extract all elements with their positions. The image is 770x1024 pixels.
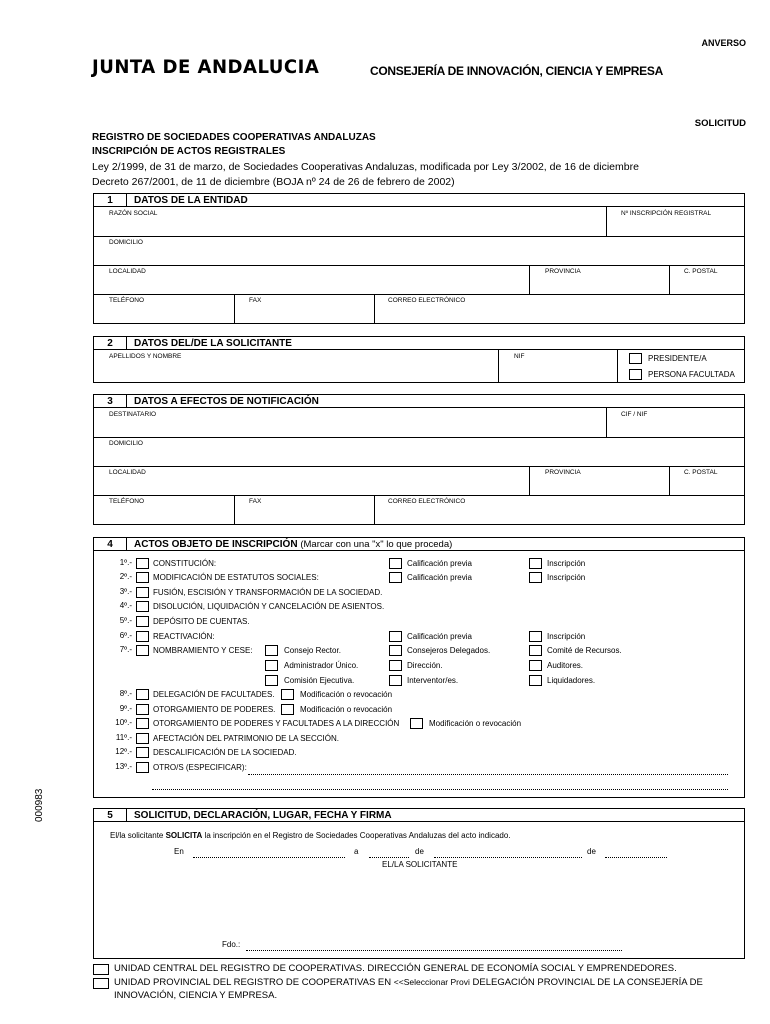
fax-notif-field[interactable] [236,506,372,522]
department-name: CONSEJERÍA DE INNOVACIÓN, CIENCIA Y EMPRESA [370,64,663,78]
telefono-notif-label: TELÉFONO [109,498,145,505]
inscripcion-label: Nº INSCRIPCIÓN REGISTRAL [621,210,712,217]
provincia-select[interactable]: <<Seleccionar Provi [393,977,470,987]
acto-label: DESCALIFICACIÓN DE LA SOCIEDAD. [153,748,297,757]
interventor-checkbox[interactable] [389,675,402,686]
day-field[interactable] [369,857,409,858]
nif-label: NIF [514,353,525,360]
decree-reference: Decreto 267/2001, de 11 de diciembre (BOJA nº 24 de 26 de febrero de 2002) [92,176,455,188]
provincia-field[interactable] [531,276,666,292]
correo-field[interactable] [376,305,742,321]
acto-label: OTORGAMIENTO DE PODERES. [153,705,276,714]
direccion-modificacion-checkbox[interactable] [410,718,423,729]
correo-label: CORREO ELECTRÓNICO [388,297,466,304]
persona-facultada-label: PERSONA FACULTADA [648,370,735,379]
liquidadores-label: Liquidadores. [547,676,596,685]
acto-number: 4º.- [119,601,132,610]
reactivacion-inscripcion-label: Inscripción [547,632,586,641]
acto-checkbox[interactable] [136,718,149,729]
constitucion-calificacion-checkbox[interactable] [389,558,402,569]
acto-label: DISOLUCIÓN, LIQUIDACIÓN Y CANCELACIÓN DE ASIENTOS. [153,602,385,611]
acto-checkbox[interactable] [136,733,149,744]
acto-checkbox[interactable] [136,587,149,598]
provincia-label: PROVINCIA [545,268,581,275]
law-reference: Ley 2/1999, de 31 de marzo, de Sociedades Cooperativas Andaluzas, modificada por Ley 3/2002, de 16 de diciembre [92,161,639,173]
acto-label: OTORGAMIENTO DE PODERES Y FACULTADES A LA DIRECCIÓN [153,719,400,728]
acto-label: DELEGACIÓN DE FACULTADES. [153,690,275,699]
acto-label: DEPÓSITO DE CUENTAS. [153,617,250,626]
section3-number: 3 [94,395,127,408]
section2-box [93,349,745,383]
razon-social-field[interactable] [96,218,604,234]
destinatario-field[interactable] [96,419,604,435]
acto-label: AFECTACIÓN DEL PATRIMONIO DE LA SECCIÓN. [153,734,339,743]
unidad-provincial-checkbox[interactable] [93,978,109,989]
admin-unico-label: Administrador Único. [284,661,359,670]
acto-label: OTRO/S (ESPECIFICAR): [153,763,247,772]
liquidadores-checkbox[interactable] [529,675,542,686]
solicita-statement [110,831,511,840]
apellidos-field[interactable] [96,361,496,381]
localidad-label: LOCALIDAD [109,268,146,275]
section4-instructions: (Marcar con una "x" lo que proceda) [300,539,453,550]
acto-checkbox[interactable] [136,689,149,700]
section5-box [93,821,745,959]
unidad-central-label: UNIDAD CENTRAL DEL REGISTRO DE COOPERATIVAS. DIRECCIÓN GENERAL DE ECONOMÍA SOCIAL Y EMPRENDEDORES. [114,963,677,974]
inscripcion-field[interactable] [608,218,742,234]
comision-ejecutiva-label: Comisión Ejecutiva. [284,676,355,685]
acto-number: 2º.- [119,572,132,581]
nif-field[interactable] [500,361,615,381]
section4-header [93,537,745,551]
estatutos-inscripcion-label: Inscripción [547,573,586,582]
solicita-pre: El/la solicitante [110,831,166,840]
cpostal-field[interactable] [671,276,741,292]
section4-number: 4 [94,538,127,551]
domicilio-label: DOMICILIO [109,239,143,246]
place-field[interactable] [193,857,345,858]
comite-recursos-label: Comité de Recursos. [547,646,622,655]
acto-number: 3º.- [119,587,132,596]
consejo-rector-checkbox[interactable] [265,645,278,656]
correo-notif-label: CORREO ELECTRÓNICO [388,498,466,505]
localidad-notif-label: LOCALIDAD [109,469,146,476]
fdo-label: Fdo.: [222,940,241,949]
section4-title-text: ACTOS OBJETO DE INSCRIPCIÓN [134,539,298,550]
unidad-provincial-line2: INNOVACIÓN, CIENCIA Y EMPRESA. [114,990,278,1001]
section5-number: 5 [94,809,127,822]
unidad-provincial-line [114,977,703,988]
constitucion-calificacion-label: Calificación previa [407,559,472,568]
fax-notif-label: FAX [249,498,262,505]
provincia-notif-label: PROVINCIA [545,469,581,476]
solicita-bold: SOLICITA [165,831,203,840]
consejeros-delegados-label: Consejeros Delegados. [407,646,491,655]
consejeros-delegados-checkbox[interactable] [389,645,402,656]
acto-number: 13º.- [115,762,132,771]
acto-checkbox[interactable] [136,704,149,715]
acto-checkbox[interactable] [136,645,149,656]
reactivacion-inscripcion-checkbox[interactable] [529,631,542,642]
direccion-checkbox[interactable] [389,660,402,671]
year-field[interactable] [605,857,667,858]
destinatario-label: DESTINATARIO [109,411,157,418]
unidad-central-checkbox[interactable] [93,964,109,975]
margin-code: 000983 [34,788,45,822]
signer-label: EL/LA SOLICITANTE [382,860,458,869]
section1-box [93,206,745,324]
section5-title: SOLICITUD, DECLARACIÓN, LUGAR, FECHA Y FIRMA [134,810,392,821]
section4-box [93,550,745,798]
solicita-post: la inscripción en el Registro de Sociedades Cooperativas Andaluzas del acto indicado. [202,831,511,840]
form-title: REGISTRO DE SOCIEDADES COOPERATIVAS ANDALUZAS [92,132,376,143]
constitucion-inscripcion-label: Inscripción [547,559,586,568]
unidad-provincial-pre: UNIDAD PROVINCIAL DEL REGISTRO DE COOPERATIVAS EN [114,977,392,988]
acto-number: 9º.- [119,704,132,713]
acto-label: MODIFICACIÓN DE ESTATUTOS SOCIALES: [153,573,319,582]
poderes-modificacion-label: Modificación o revocación [300,705,393,714]
acto-label: REACTIVACIÓN: [153,632,215,641]
section1-title: DATOS DE LA ENTIDAD [134,195,248,206]
estatutos-calificacion-label: Calificación previa [407,573,472,582]
delegacion-modificacion-checkbox[interactable] [281,689,294,700]
estatutos-inscripcion-checkbox[interactable] [529,572,542,583]
consejo-rector-label: Consejo Rector. [284,646,341,655]
comision-ejecutiva-checkbox[interactable] [265,675,278,686]
correo-notif-field[interactable] [376,506,742,522]
form-type: SOLICITUD [694,118,746,129]
de1-label: de [415,847,424,856]
fax-field[interactable] [236,305,372,321]
telefono-label: TELÉFONO [109,297,145,304]
side-label: ANVERSO [701,38,746,48]
section3-header [93,394,745,408]
acto-number: 6º.- [119,631,132,640]
acto-label: NOMBRAMIENTO Y CESE: [153,646,253,655]
localidad-notif-field[interactable] [96,477,526,493]
domicilio-notif-field[interactable] [96,448,742,464]
razon-social-label: RAZÓN SOCIAL [109,210,158,217]
acto-checkbox[interactable] [136,762,149,773]
direccion-label: Dirección. [407,661,443,670]
otros-line-1[interactable] [248,774,728,775]
org-logo-text: JUNTA DE ANDALUCIA [92,56,320,78]
form-subtitle: INSCRIPCIÓN DE ACTOS REGISTRALES [92,146,286,157]
auditores-checkbox[interactable] [529,660,542,671]
signature-area[interactable] [214,874,634,936]
direccion-modificacion-label: Modificación o revocación [429,719,522,728]
month-field[interactable] [434,857,582,858]
acto-number: 11º.- [115,733,132,742]
cpostal-label: C. POSTAL [684,268,718,275]
acto-checkbox[interactable] [136,601,149,612]
a-label: a [354,847,359,856]
telefono-notif-field[interactable] [96,506,232,522]
acto-number: 12º.- [115,747,132,756]
acto-number: 5º.- [119,616,132,625]
acto-checkbox[interactable] [136,572,149,583]
reactivacion-calificacion-label: Calificación previa [407,632,472,641]
presidente-checkbox[interactable] [629,353,642,364]
acto-label: CONSTITUCIÓN: [153,559,217,568]
domicilio-notif-label: DOMICILIO [109,440,143,447]
section2-title: DATOS DEL/DE LA SOLICITANTE [134,338,292,349]
acto-label: FUSIÓN, ESCISIÓN Y TRANSFORMACIÓN DE LA SOCIEDAD. [153,588,383,597]
acto-number: 7º.- [119,645,132,654]
telefono-field[interactable] [96,305,232,321]
section1-header [93,193,745,207]
en-label: En [174,847,184,856]
otros-line-2[interactable] [152,789,728,790]
section3-title: DATOS A EFECTOS DE NOTIFICACIÓN [134,396,319,407]
auditores-label: Auditores. [547,661,584,670]
unidad-provincial-post: DELEGACIÓN PROVINCIAL DE LA CONSEJERÍA DE [472,977,703,988]
acto-checkbox[interactable] [136,747,149,758]
acto-number: 10º.- [115,718,132,727]
localidad-field[interactable] [96,276,526,292]
section1-number: 1 [94,194,127,207]
section2-number: 2 [94,337,127,350]
cif-field[interactable] [608,419,742,435]
provincia-notif-field[interactable] [531,477,666,493]
section2-header [93,336,745,350]
acto-checkbox[interactable] [136,631,149,642]
cpostal-notif-field[interactable] [671,477,741,493]
constitucion-inscripcion-checkbox[interactable] [529,558,542,569]
domicilio-field[interactable] [96,247,742,263]
presidente-label: PRESIDENTE/A [648,354,707,363]
de2-label: de [587,847,596,856]
acto-number: 1º.- [119,558,132,567]
section5-header [93,808,745,822]
apellidos-label: APELLIDOS Y NOMBRE [109,353,182,360]
poderes-modificacion-checkbox[interactable] [281,704,294,715]
comite-recursos-checkbox[interactable] [529,645,542,656]
section3-box [93,407,745,525]
acto-number: 8º.- [119,689,132,698]
fdo-field[interactable] [246,950,622,951]
acto-checkbox[interactable] [136,558,149,569]
cpostal-notif-label: C. POSTAL [684,469,718,476]
cif-label: CIF / NIF [621,411,648,418]
reactivacion-calificacion-checkbox[interactable] [389,631,402,642]
estatutos-calificacion-checkbox[interactable] [389,572,402,583]
fax-label: FAX [249,297,262,304]
delegacion-modificacion-label: Modificación o revocación [300,690,393,699]
persona-facultada-checkbox[interactable] [629,369,642,380]
acto-checkbox[interactable] [136,616,149,627]
admin-unico-checkbox[interactable] [265,660,278,671]
interventor-label: Interventor/es. [407,676,459,685]
